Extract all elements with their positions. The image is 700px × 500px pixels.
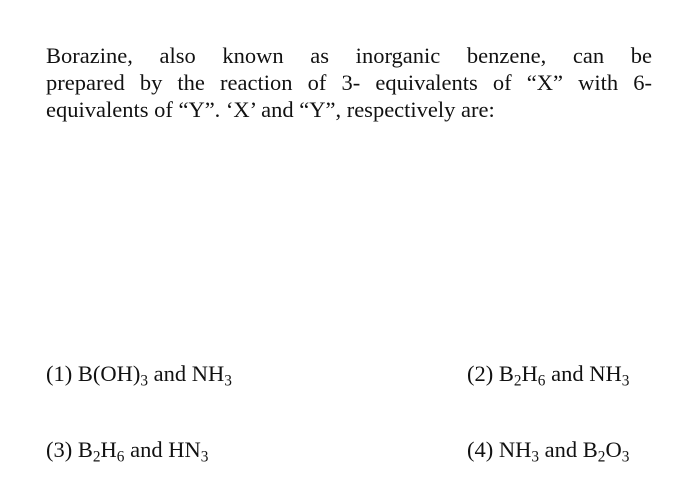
option-4-text: $NH_3$ and $B_2O_3$: [498, 437, 630, 466]
option-1-number: (1): [46, 361, 73, 386]
option-2-text: $B_2H_6$ and $NH_3$: [498, 361, 630, 390]
option-3-number: (3): [46, 437, 73, 462]
option-3-text: $B_2H_6$ and $HN_3$: [77, 437, 209, 466]
question-line-2: prepared by the reaction of 3- equivalents of “X” with 6-: [46, 70, 652, 95]
option-4-number: (4): [467, 437, 494, 462]
option-1-text: $B(OH)_3$ and $NH_3$: [77, 361, 232, 390]
option-3: [46, 436, 209, 466]
question-line-1: Borazine, also known as inorganic benzene, can be: [46, 43, 652, 68]
option-2-number: (2): [467, 361, 494, 386]
question-text: [46, 42, 652, 123]
option-1: [46, 360, 232, 390]
question-line-3: equivalents of “Y”. ‘X’ and “Y”, respectively are:: [46, 97, 495, 122]
option-4: [467, 436, 630, 466]
option-2: [467, 360, 630, 390]
